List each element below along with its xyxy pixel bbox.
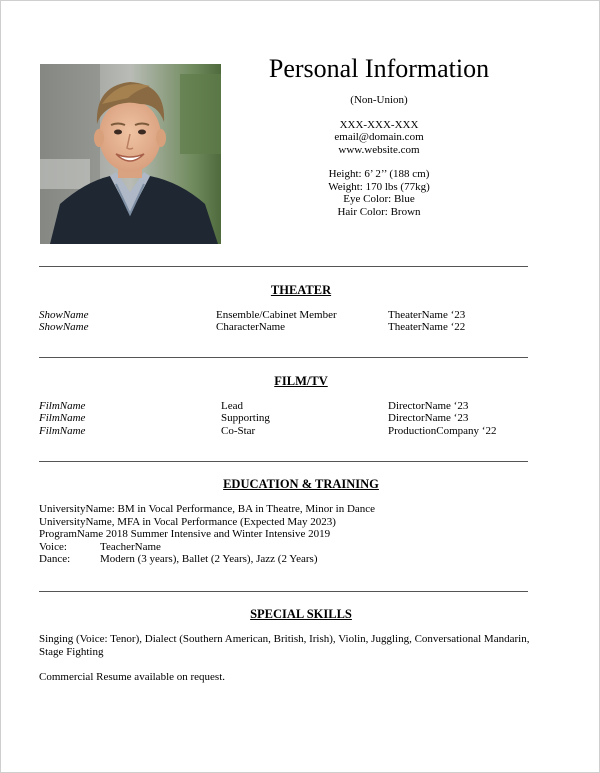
section-divider <box>39 591 528 592</box>
credit-name: DirectorName ‘23 <box>388 412 469 424</box>
email-address: email@domain.com <box>334 131 424 143</box>
theater-row <box>39 321 559 334</box>
skills-text <box>39 633 539 658</box>
film-row <box>39 400 559 413</box>
hair-color-stat: Hair Color: Brown <box>337 205 421 218</box>
dance-training: Modern (3 years), Ballet (2 Years), Jazz (2 Years) <box>100 553 318 565</box>
weight-stat: Weight: 170 lbs (77kg) <box>328 180 430 193</box>
section-divider <box>39 357 528 358</box>
website-address: www.website.com <box>338 143 420 156</box>
dance-label: Dance: <box>39 553 71 565</box>
film-name: FilmName <box>39 425 86 437</box>
film-name: FilmName <box>39 412 86 424</box>
headshot-image <box>40 64 221 244</box>
show-name: ShowName <box>39 321 89 333</box>
role-name: Lead <box>221 400 243 412</box>
voice-teacher: TeacherName <box>100 540 161 553</box>
section-divider <box>39 461 528 462</box>
role-name: Co-Star <box>221 425 256 437</box>
education-line: UniversityName, MFA in Vocal Performance (Expected May 2023) <box>39 515 336 528</box>
special-skills-heading: SPECIAL SKILLS <box>250 607 352 621</box>
education-heading: EDUCATION & TRAINING <box>223 477 379 491</box>
role-name: CharacterName <box>216 321 286 333</box>
phone-number: XXX-XXX-XXX <box>339 118 419 131</box>
theater-heading: THEATER <box>270 283 332 297</box>
film-row <box>39 425 559 438</box>
theater-row <box>39 309 559 322</box>
credit-name: DirectorName ‘23 <box>388 400 469 412</box>
union-status: (Non-Union) <box>350 94 408 106</box>
role-name: Ensemble/Cabinet Member <box>216 309 337 321</box>
education-list <box>39 503 539 566</box>
credit-name: ProductionCompany ‘22 <box>388 425 497 437</box>
height-stat: Height: 6’ 2’’ (188 cm) <box>328 168 430 180</box>
skills-line: Stage Fighting <box>39 645 104 658</box>
education-line: UniversityName: BM in Vocal Performance, BA in Theatre, Minor in Dance <box>39 503 376 515</box>
section-divider <box>39 266 528 267</box>
voice-label: Voice: <box>39 540 67 553</box>
film-row <box>39 412 559 425</box>
film-name: FilmName <box>39 400 86 412</box>
education-line: ProgramName 2018 Summer Intensive and Winter Intensive 2019 <box>39 528 331 540</box>
voice-line <box>39 541 539 554</box>
commercial-note: Commercial Resume available on request. <box>39 671 226 683</box>
theater-name: TheaterName ‘22 <box>388 321 466 333</box>
page-title: Personal Information <box>268 54 490 83</box>
personal-info-header <box>241 53 517 218</box>
show-name: ShowName <box>39 309 89 321</box>
eye-color-stat: Eye Color: Blue <box>343 193 415 205</box>
dance-line <box>39 553 539 566</box>
role-name: Supporting <box>221 412 270 424</box>
skills-line: Singing (Voice: Tenor), Dialect (Southern American, British, Irish), Violin, Juggling, Conversational Mandarin, <box>39 633 530 645</box>
headshot-photo <box>40 64 221 244</box>
theater-name: TheaterName ‘23 <box>388 309 466 321</box>
film-tv-heading: FILM/TV <box>274 374 328 388</box>
